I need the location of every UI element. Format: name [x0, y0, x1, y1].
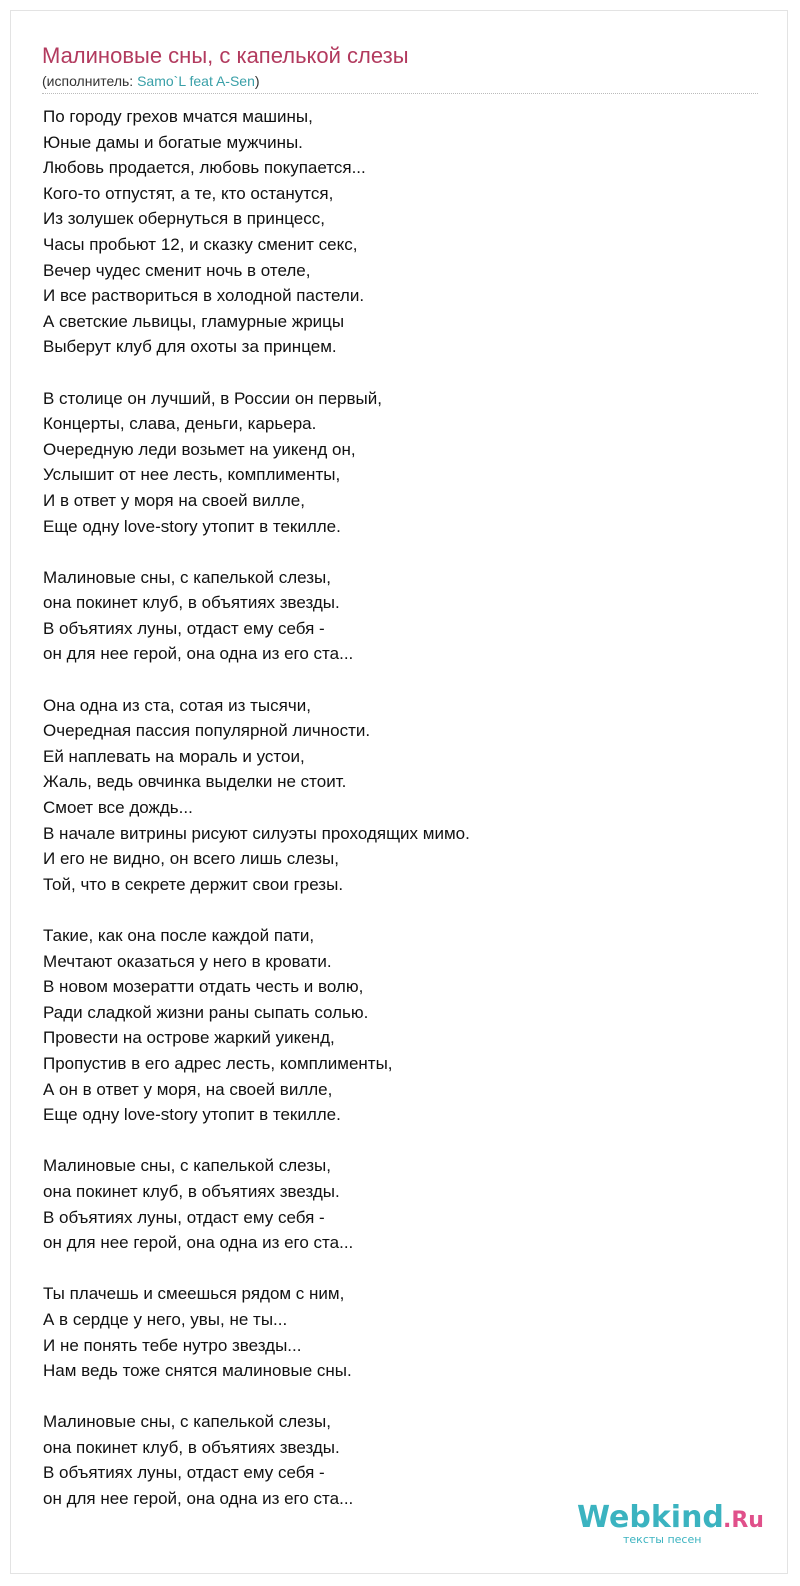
byline: [42, 72, 260, 90]
lyric-line: Вечер чудес сменит ночь в отеле,: [43, 260, 311, 280]
lyric-line: Часы пробьют 12, и сказку сменит секс,: [43, 234, 358, 254]
byline-suffix: ): [254, 73, 260, 89]
lyric-line: Малиновые сны, с капелькой слезы,: [43, 567, 331, 587]
lyric-line: В объятиях луны, отдаст ему себя -: [43, 1207, 325, 1227]
lyric-line: Концерты, слава, деньги, карьера.: [43, 414, 317, 434]
lyric-line: Она одна из ста, сотая из тысячи,: [43, 695, 311, 715]
lyric-line: она покинет клуб, в объятиях звезды.: [43, 593, 340, 613]
lyric-line: В начале витрины рисуют силуэты проходящих мимо.: [43, 823, 470, 843]
lyric-line: Услышит от нее лесть, комплименты,: [43, 465, 341, 485]
lyric-line: По городу грехов мчатся машины,: [43, 107, 313, 126]
lyric-line: Ты плачешь и смеешься рядом с ним,: [43, 1284, 345, 1304]
lyric-line: Выберут клуб для охоты за принцем.: [43, 337, 337, 357]
lyric-line: Малиновые сны, с капелькой слезы,: [43, 1412, 331, 1432]
lyric-line: А в сердце у него, увы, не ты...: [43, 1309, 288, 1329]
lyric-line: Очередная пассия популярной личности.: [43, 721, 371, 741]
lyrics-stanza: [43, 923, 743, 1128]
lyric-line: А он в ответ у моря, на своей вилле,: [43, 1079, 333, 1099]
lyric-line: И не понять тебе нутро звезды...: [43, 1335, 302, 1355]
lyric-line: она покинет клуб, в объятиях звезды.: [43, 1181, 340, 1201]
lyric-line: он для нее герой, она одна из его ста...: [43, 1489, 354, 1509]
lyric-line: В новом мозератти отдать честь и волю,: [43, 977, 364, 997]
lyric-line: Нам ведь тоже снятся малиновые сны.: [43, 1361, 352, 1381]
lyrics-stanza: [43, 1153, 743, 1255]
lyric-line: Малиновые сны, с капелькой слезы,: [43, 1156, 331, 1176]
logo-tld: .Ru: [723, 1508, 764, 1533]
lyric-line: В столице он лучший, в России он первый,: [43, 388, 382, 408]
lyric-line: В объятиях луны, отдаст ему себя -: [43, 1463, 325, 1483]
lyric-line: Жаль, ведь овчинка выделки не стоит.: [43, 772, 347, 792]
lyrics-stanza: [43, 693, 743, 898]
lyrics-body: [43, 104, 743, 1537]
lyric-line: он для нее герой, она одна из его ста...: [43, 644, 354, 664]
logo-word: Webkind: [577, 1500, 724, 1535]
lyric-line: Еще одну love-story утопит в текилле.: [43, 1105, 341, 1125]
lyric-line: Пропустив в его адрес лесть, комплименты,: [43, 1053, 393, 1073]
lyric-line: он для нее герой, она одна из его ста...: [43, 1233, 354, 1253]
lyrics-stanza: [43, 565, 743, 667]
song-title: Малиновые сны, с капелькой слезы: [42, 43, 409, 68]
lyrics-stanza: [43, 1409, 743, 1511]
lyric-line: Ей наплевать на мораль и устои,: [43, 746, 305, 766]
lyric-line: Из золушек обернуться в принцесс,: [43, 209, 325, 229]
lyric-line: А светские львицы, гламурные жрицы: [43, 311, 345, 331]
lyric-line: Провести на острове жаркий уикенд,: [43, 1028, 335, 1048]
lyrics-stanza: [43, 386, 743, 540]
lyric-line: Такие, как она после каждой пати,: [43, 926, 315, 945]
title-divider: [42, 93, 758, 94]
lyric-line: И его не видно, он всего лишь слезы,: [43, 849, 339, 869]
lyric-line: Еще одну love-story утопит в текилле.: [43, 516, 341, 536]
lyric-line: Ради сладкой жизни раны сыпать солью.: [43, 1002, 369, 1022]
lyrics-stanza: [43, 1281, 743, 1383]
logo-tagline: тексты песен: [623, 1533, 702, 1546]
lyric-line: Мечтают оказаться у него в кровати.: [43, 951, 332, 971]
lyric-line: Юные дамы и богатые мужчины.: [43, 132, 303, 152]
lyric-line: И все раствориться в холодной пастели.: [43, 286, 365, 306]
lyric-line: она покинет клуб, в объятиях звезды.: [43, 1437, 340, 1457]
lyric-line: Кого-то отпустят, а те, кто останутся,: [43, 183, 334, 203]
lyric-line: И в ответ у моря на своей вилле,: [43, 490, 305, 510]
lyrics-stanza: [43, 104, 743, 360]
lyric-line: Очередную леди возьмет на уикенд он,: [43, 439, 356, 459]
lyric-line: Смоет все дождь...: [43, 798, 193, 818]
webkind-logo[interactable]: [577, 1500, 767, 1550]
lyric-line: Той, что в секрете держит свои грезы.: [43, 874, 344, 894]
lyric-line: В объятиях луны, отдаст ему себя -: [43, 618, 325, 638]
artist-link[interactable]: Samo`L feat A-Sen: [137, 73, 255, 89]
byline-prefix: (исполнитель:: [42, 73, 138, 89]
lyric-line: Любовь продается, любовь покупается...: [43, 158, 366, 178]
